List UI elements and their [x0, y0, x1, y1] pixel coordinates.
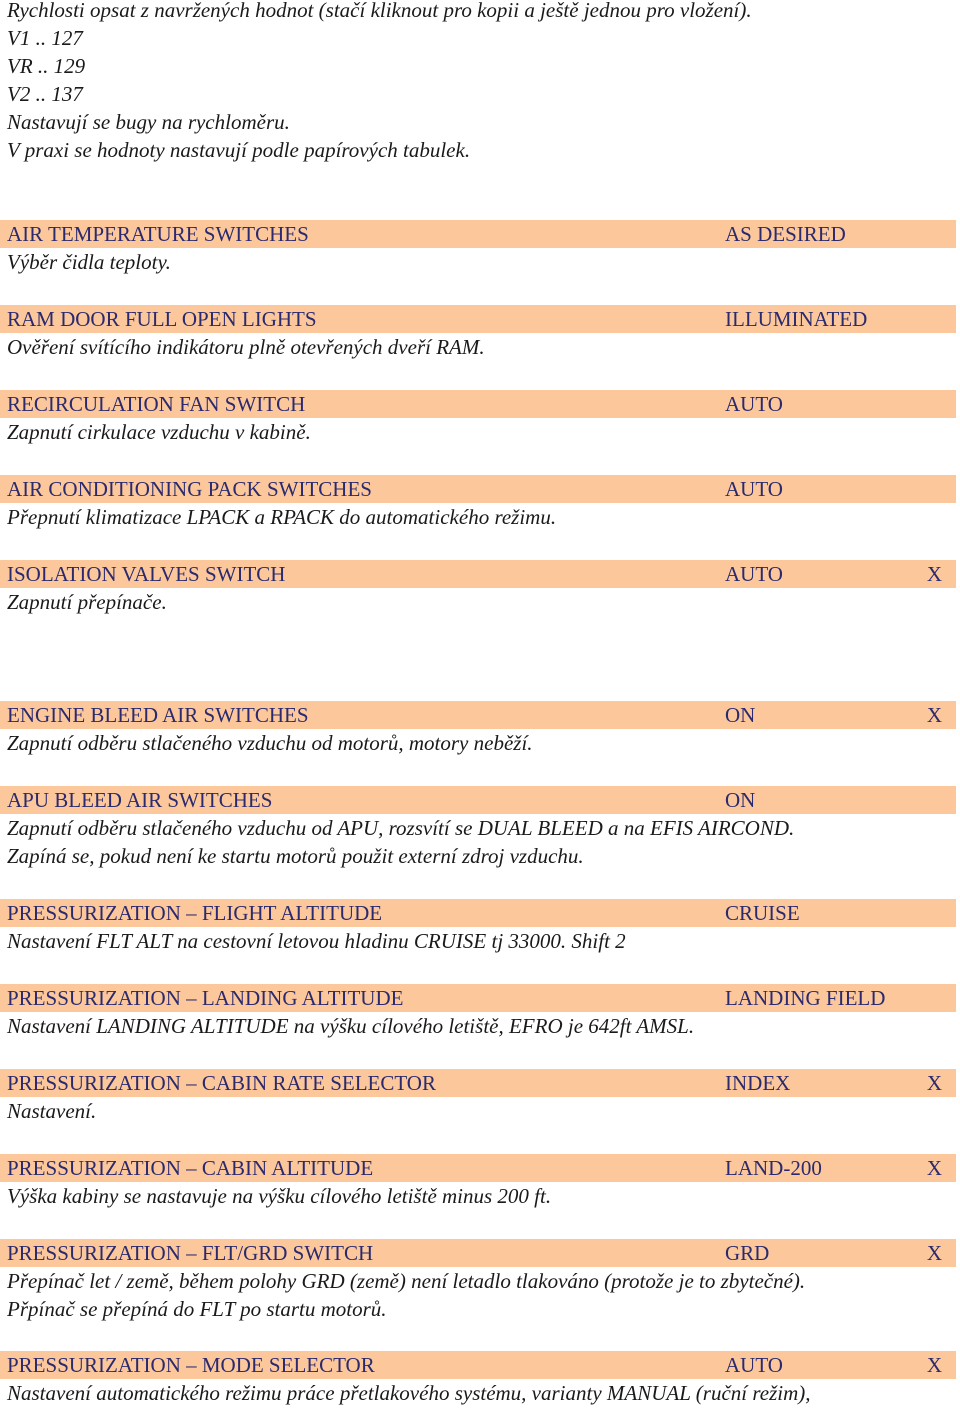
- item-description: Nastavení automatického režimu práce přetlakového systému, varianty MANUAL (ruční režim),: [7, 1381, 811, 1405]
- item-name: ENGINE BLEED AIR SWITCHES: [7, 703, 309, 727]
- item-value: GRD: [725, 1241, 770, 1265]
- item-name: AIR TEMPERATURE SWITCHES: [7, 222, 309, 246]
- item-name: PRESSURIZATION – MODE SELECTOR: [7, 1353, 375, 1377]
- item-value: AS DESIRED: [725, 222, 846, 246]
- checklist-item-bar: [0, 899, 956, 927]
- item-mark: X: [926, 1353, 942, 1377]
- item-mark: X: [926, 1071, 942, 1095]
- checklist-item: [0, 560, 956, 616]
- item-value: ON: [725, 788, 756, 812]
- item-description: Přepínač let / země, během polohy GRD (země) není letadlo tlakováno (protože je to zbytečné).: [7, 1269, 806, 1293]
- intro-line: V praxi se hodnoty nastavují podle papírových tabulek.: [7, 138, 471, 162]
- item-description: Přepnutí klimatizace LPACK a RPACK do automatického režimu.: [7, 505, 557, 529]
- checklist-item-bar: [0, 1239, 956, 1267]
- checklist-item-bar: [0, 1069, 956, 1097]
- item-value: CRUISE: [725, 901, 800, 925]
- item-value: LANDING FIELD: [725, 986, 886, 1010]
- item-description: Výběr čidla teploty.: [7, 250, 171, 274]
- item-name: RECIRCULATION FAN SWITCH: [7, 392, 306, 416]
- item-description: Nastavení FLT ALT na cestovní letovou hladinu CRUISE tj 33000. Shift 2: [7, 929, 626, 953]
- checklist-item: [0, 305, 956, 361]
- item-mark: X: [926, 1156, 942, 1180]
- item-description: Výška kabiny se nastavuje na výšku cílového letiště minus 200 ft.: [7, 1184, 552, 1208]
- checklist-item-bar: [0, 786, 956, 814]
- item-value: ON: [725, 703, 756, 727]
- item-description: Zapnutí cirkulace vzduchu v kabině.: [7, 420, 311, 444]
- intro-line: V2 .. 137: [7, 82, 83, 106]
- item-description: Přpínač se přepíná do FLT po startu motorů.: [7, 1297, 387, 1321]
- intro-line: V1 .. 127: [7, 26, 83, 50]
- item-name: PRESSURIZATION – CABIN ALTITUDE: [7, 1156, 374, 1180]
- item-value: ILLUMINATED: [725, 307, 868, 331]
- intro-line: VR .. 129: [7, 54, 86, 78]
- checklist-item: [0, 1351, 956, 1407]
- item-value: INDEX: [725, 1071, 791, 1095]
- item-description: Zapnutí přepínače.: [7, 590, 167, 614]
- item-mark: X: [926, 562, 942, 586]
- item-mark: X: [926, 1241, 942, 1265]
- checklist-item-bar: [0, 475, 956, 503]
- checklist-item-bar: [0, 560, 956, 588]
- checklist-item-bar: [0, 390, 956, 418]
- item-description: Nastavení LANDING ALTITUDE na výšku cílového letiště, EFRO je 642ft AMSL.: [7, 1014, 695, 1038]
- checklist-item-bar: [0, 220, 956, 248]
- checklist-item: [0, 899, 956, 955]
- checklist-item: [0, 786, 956, 870]
- checklist-item-bar: [0, 305, 956, 333]
- item-description: Zapnutí odběru stlačeného vzduchu od APU, rozsvítí se DUAL BLEED a na EFIS AIRCOND.: [7, 816, 795, 840]
- checklist-item: [0, 984, 956, 1040]
- item-description: Zapnutí odběru stlačeného vzduchu od motorů, motory neběží.: [7, 731, 533, 755]
- item-name: PRESSURIZATION – CABIN RATE SELECTOR: [7, 1071, 436, 1095]
- item-name: PRESSURIZATION – FLIGHT ALTITUDE: [7, 901, 383, 925]
- checklist-item: [0, 475, 956, 531]
- intro-line: Rychlosti opsat z navržených hodnot (stačí kliknout pro kopii a ještě jednou pro vložení).: [7, 0, 752, 22]
- item-name: APU BLEED AIR SWITCHES: [7, 788, 273, 812]
- checklist-item-bar: [0, 1351, 956, 1379]
- checklist-item: [0, 1069, 956, 1125]
- checklist-item: [0, 1239, 956, 1323]
- item-mark: X: [926, 703, 942, 727]
- checklist-item-bar: [0, 1154, 956, 1182]
- item-name: RAM DOOR FULL OPEN LIGHTS: [7, 307, 317, 331]
- checklist-item-bar: [0, 984, 956, 1012]
- item-value: LAND-200: [725, 1156, 822, 1180]
- item-value: AUTO: [725, 477, 783, 501]
- item-name: ISOLATION VALVES SWITCH: [7, 562, 286, 586]
- checklist-item: [0, 1154, 956, 1210]
- item-description: Zapíná se, pokud není ke startu motorů použit externí zdroj vzduchu.: [7, 844, 584, 868]
- checklist-item: [0, 701, 956, 757]
- item-description: Ověření svítícího indikátoru plně otevřených dveří RAM.: [7, 335, 485, 359]
- intro-line: Nastavují se bugy na rychloměru.: [7, 110, 290, 134]
- item-name: PRESSURIZATION – FLT/GRD SWITCH: [7, 1241, 374, 1265]
- checklist-item: [0, 220, 956, 276]
- item-value: AUTO: [725, 1353, 783, 1377]
- item-name: PRESSURIZATION – LANDING ALTITUDE: [7, 986, 404, 1010]
- item-value: AUTO: [725, 392, 783, 416]
- checklist-item-bar: [0, 701, 956, 729]
- item-name: AIR CONDITIONING PACK SWITCHES: [7, 477, 372, 501]
- item-description: Nastavení.: [7, 1099, 97, 1123]
- intro-block: [7, 0, 947, 164]
- item-value: AUTO: [725, 562, 783, 586]
- checklist-item: [0, 390, 956, 446]
